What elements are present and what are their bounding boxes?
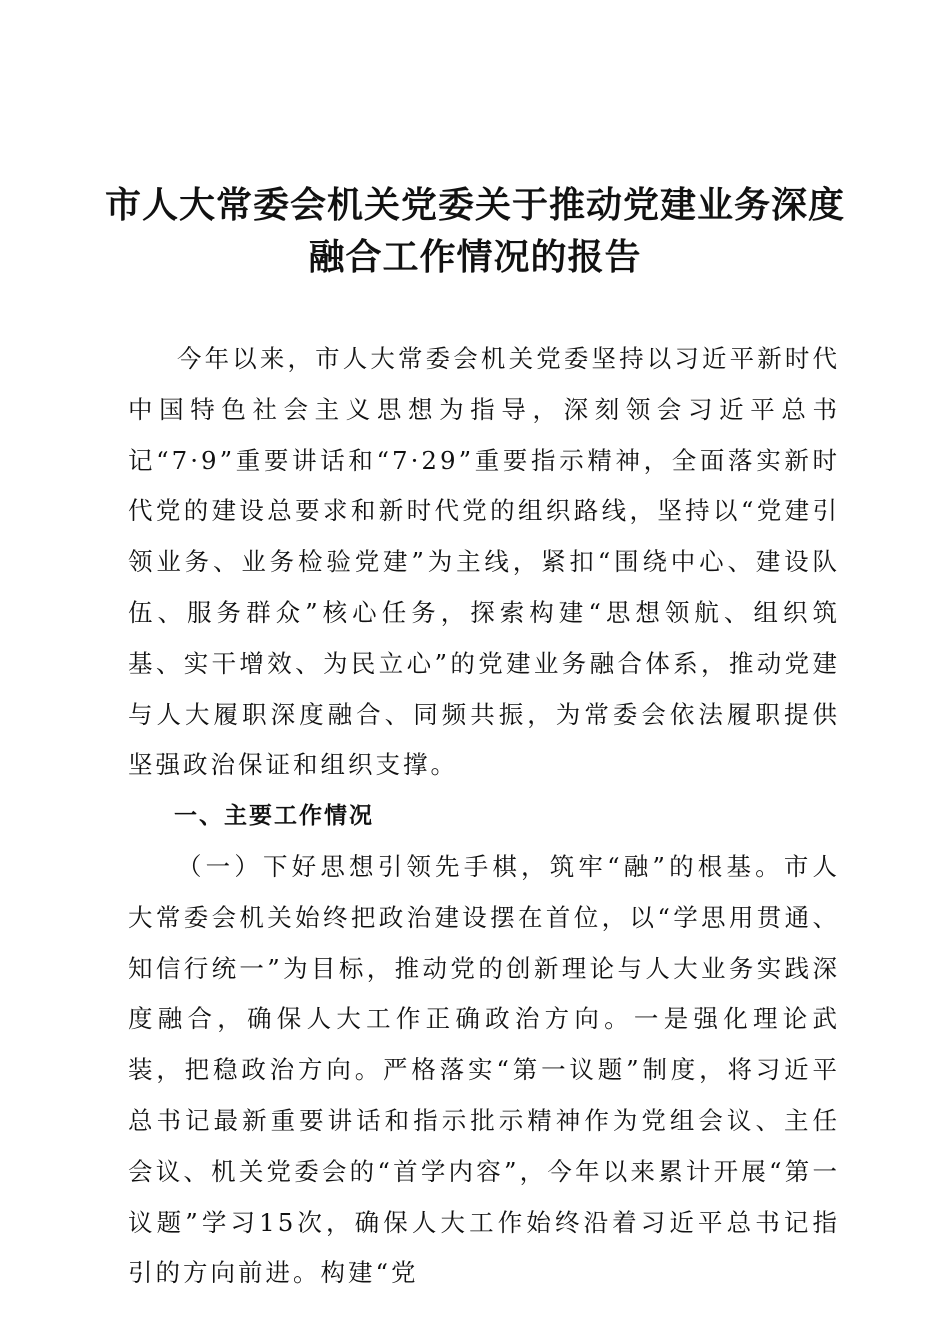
subsection-lead: （一）下好思想引领先手棋，筑牢“融”的根基。 bbox=[177, 851, 784, 881]
document-body bbox=[128, 334, 840, 1299]
document-title-line-2: 融合工作情况的报告 bbox=[308, 236, 642, 278]
section-heading: 一、主要工作情况 bbox=[174, 803, 374, 830]
subsection-body: 市人大常委会机关始终把政治建设摆在首位，以“学思用贯通、知信行统一”为目标，推动党的创新理论与人大业务实践深度融合，确保人大工作正确政治方向。一是强化理论武装，把稳政治方向。严格落实“第一议题”制度，将习近平总书记最新重要讲话和指示批示精神作为党组会议、主任会议、机关党委会的“首学内容”，今年以来累计开展“第一议题”学习15次，确保人大工作始终沿着习近平总书记指引的方向前进。构建“党 bbox=[128, 851, 840, 1288]
intro-paragraph: 今年以来，市人大常委会机关党委坚持以习近平新时代中国特色社会主义思想为指导，深刻领会习近平总书记“7·9”重要讲话和“7·29”重要指示精神，全面落实新时代党的建设总要求和新时代党的组织路线，坚持以“党建引领业务、业务检验党建”为主线，紧扣“围绕中心、建设队伍、服务群众”核心任务，探索构建“思想领航、组织筑基、实干增效、为民立心”的党建业务融合体系，推动党建与人大履职深度融合、同频共振，为常委会依法履职提供坚强政治保证和组织支撑。 bbox=[128, 344, 840, 780]
subsection-paragraph bbox=[128, 842, 840, 1299]
document-title-line-1: 市人大常委会机关党委关于推动党建业务深度 bbox=[104, 184, 845, 226]
